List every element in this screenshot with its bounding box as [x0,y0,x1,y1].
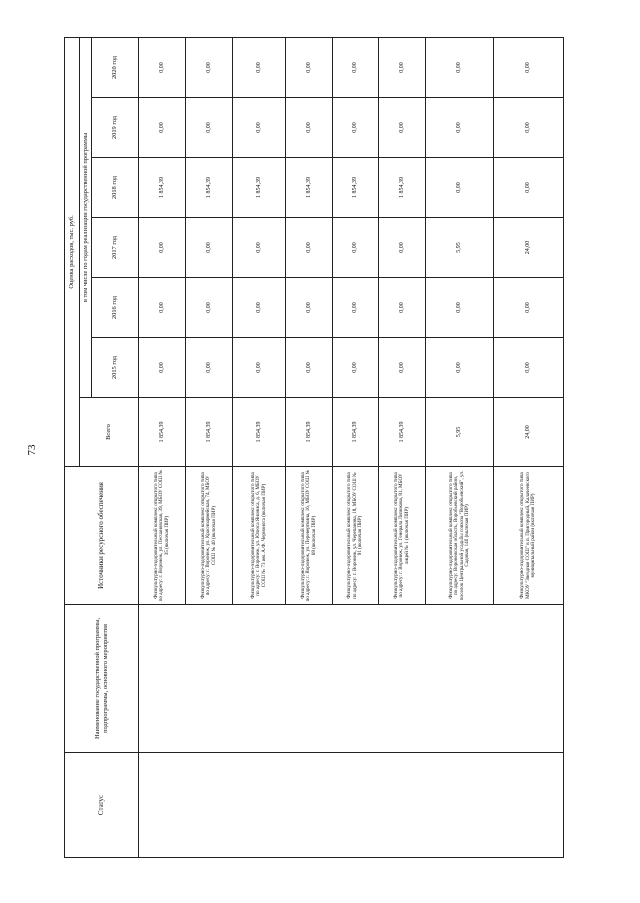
year-value-cell: 24,00 [494,218,564,278]
header-total: Всего [80,398,139,467]
year-value-cell: 0,00 [494,98,564,158]
year-value-cell: 0,00 [426,158,494,218]
year-value-cell: 5,95 [426,218,494,278]
header-program-name: Наименование государственной программы, подпрограммы, основного мероприятия [65,605,139,753]
header-estimate: Оценка расходов, тыс. руб. [65,37,80,466]
header-year: 2017 год [92,218,139,278]
year-value-cell: 0,00 [286,218,333,278]
year-value-cell: 0,00 [494,338,564,398]
year-value-cell: 0,00 [186,218,233,278]
source-cell: Физкультурно-оздоровительный комплекс открытого типа по адресу: г. Воронеж, ул. Черепанова, 18, МБОУ СОШ № 91 (включая ПИР) [333,467,379,605]
source-cell: Физкультурно-оздоровительный комплекс открытого типа по адресу: г. Воронеж, ул. Песчановская, 39, МБОУ СОШ № 35 (включая ПИР) [139,467,186,605]
header-status: Статус [65,753,139,858]
year-value-cell: 0,00 [186,98,233,158]
year-value-cell: 0,00 [186,338,233,398]
year-value-cell: 0,00 [286,37,333,97]
year-value-cell: 0,00 [333,218,379,278]
year-value-cell: 0,00 [494,37,564,97]
year-value-cell: 0,00 [379,98,426,158]
total-cell: 1 854,39 [379,398,426,467]
table-body [65,37,564,857]
total-cell: 1 854,39 [139,398,186,467]
year-value-cell: 0,00 [333,37,379,97]
year-value-cell: 0,00 [426,98,494,158]
program-name-cell [139,605,564,753]
year-value-cell: 0,00 [333,338,379,398]
year-value-cell: 0,00 [379,278,426,338]
header-sources: Источники ресурсного обеспечения [65,467,139,605]
total-cell: 5,95 [426,398,494,467]
year-value-cell: 1 854,39 [286,158,333,218]
year-value-cell: 0,00 [379,218,426,278]
year-value-cell: 0,00 [139,338,186,398]
source-cell: Физкультурно-оздоровительный комплекс открытого типа по адресу: г. Воронеж, ул. Юлюса Янониса, д. 6, МБОУ СОШ № 73 им. А.Ф. Чернонога (включая ПИР) [233,467,286,605]
header-by-years: в том числе по годам реализации государственной программы [80,37,92,397]
year-value-cell: 0,00 [233,98,286,158]
source-cell: Физкультурно-оздоровительный комплекс открытого типа по адресу: г. Воронеж, ул. Красноармейская, 74, МБОУ СОШ № 40 (включая ПИР) [186,467,233,605]
year-value-cell: 0,00 [139,37,186,97]
source-cell: Физкультурно-оздоровительный комплекс открытого типа МКОУ "Звездная СОШ" в п. Пригородный, Калачеевского муниципальный район (включая ПИР) [494,467,564,605]
year-value-cell: 0,00 [494,158,564,218]
header-year: 2015 год [92,338,139,398]
year-value-cell: 0,00 [426,37,494,97]
year-value-cell: 0,00 [333,98,379,158]
year-value-cell: 0,00 [426,338,494,398]
year-value-cell: 0,00 [494,278,564,338]
header-year: 2019 год [92,98,139,158]
page-number: 73 [26,444,38,456]
year-value-cell: 0,00 [379,338,426,398]
year-value-cell: 0,00 [333,278,379,338]
year-value-cell: 0,00 [139,98,186,158]
year-value-cell: 0,00 [379,37,426,97]
year-value-cell: 0,00 [426,278,494,338]
year-value-cell: 0,00 [186,278,233,338]
header-year: 2018 год [92,158,139,218]
table-row [139,37,186,857]
year-value-cell: 1 854,39 [379,158,426,218]
total-cell: 1 854,39 [333,398,379,467]
header-year: 2020 год [92,37,139,97]
year-value-cell: 0,00 [286,278,333,338]
year-value-cell: 0,00 [233,338,286,398]
budget-table [64,37,564,858]
year-value-cell: 1 854,39 [233,158,286,218]
year-value-cell: 0,00 [286,98,333,158]
year-value-cell: 0,00 [139,278,186,338]
status-cell [139,753,564,858]
total-cell: 1 854,39 [286,398,333,467]
total-cell: 24,00 [494,398,564,467]
source-cell: Физкультурно-оздоровительный комплекс открытого типа по адресу: г. Воронеж, ул. Генерала Лизюкова, 81, МБОУ лицей № 1 (включая ПИР) [379,467,426,605]
year-value-cell: 1 854,39 [139,158,186,218]
total-cell: 1 854,39 [186,398,233,467]
year-value-cell: 0,00 [186,37,233,97]
source-cell: Физкультурно-оздоровительный комплекс открытого типа по адресу: г. Воронеж, ул. Переверткина, 16, МБОУ СОШ № 68 (включая ПИР) [286,467,333,605]
year-value-cell: 0,00 [139,218,186,278]
year-value-cell: 1 854,39 [333,158,379,218]
year-value-cell: 0,00 [286,338,333,398]
total-cell: 1 854,39 [233,398,286,467]
header-year: 2016 год [92,278,139,338]
year-value-cell: 0,00 [233,37,286,97]
rotated-table-container [64,38,564,858]
source-cell: Физкультурно-оздоровительный комплекс открытого типа по адресу: Воронежская область, Воробьевский район, поселок Центральной усадьбы совхоза "Воробьевский", ул. Садовая, 14б (включая ПИР) [426,467,494,605]
year-value-cell: 0,00 [233,218,286,278]
year-value-cell: 0,00 [233,278,286,338]
year-value-cell: 1 854,39 [186,158,233,218]
